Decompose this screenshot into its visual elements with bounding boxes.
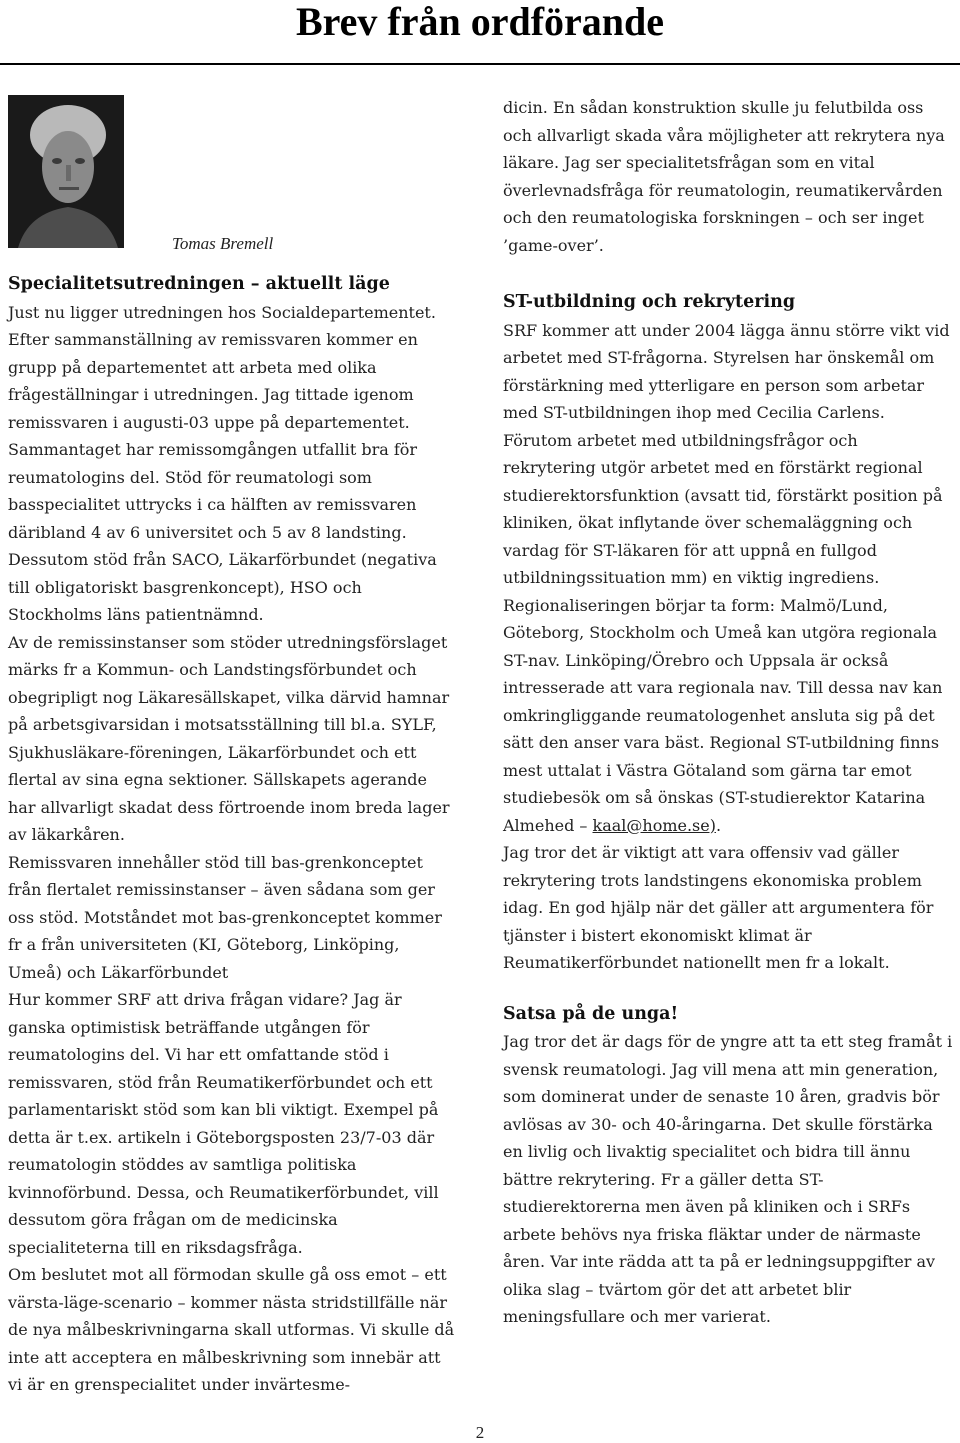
page-title: Brev från ordförande <box>295 0 665 44</box>
paragraph: Hur kommer SRF att driva frågan vidare? Jag är ganska optimistisk beträffande utgången för reumatologins del. Vi har ett omfattande stöd i remissvaren, stöd från Reumatikerförbundet och ett parlamentariskt stöd som kan bli viktigt. Exempel på detta är t.ex. artikeln i Göteborgsposten 23/7-03 där reumatologin stöddes av samtliga politiska kvinnoförbund. Dessa, och Reumatikerförbundet, vill dessutom göra frågan om de medicinska specialiteterna till en riksdagsfråga. <box>8 990 439 1257</box>
author-name: Tomas Bremell <box>172 234 274 253</box>
email-link[interactable]: kaal@home.se) <box>592 815 716 835</box>
header-divider <box>0 63 960 65</box>
paragraph-text: SRF kommer att under 2004 lägga ännu större vikt vid arbetet med ST-frågorna. Styrelsen har önskemål om förstärkning med ytterligare en person som arbetar med ST-utbildningen ihop med Cecilia Carlens. Förutom arbetet med utbildningsfrågor och rekrytering utgör arbetet med en förstärkt regional studierektorsfunktion (avsatt tid, förstärkt position på kliniken, ökat inflytande över schemaläggning och vardag för ST-läkaren för att uppnå en fullgod utbildningssituation mm) en viktig ingrediens. Regionaliseringen börjar ta form: Malmö/Lund, Göteborg, Stockholm och Umeå kan utgöra regionala ST-nav. Linköping/Örebro och Uppsala är också intresserade att vara regionala nav. Till dessa nav kan omkringliggande reumatologenhet ansluta sig på det sätt den anser vara bäst. Regional ST-utbildning finns mest uttalat i Västra Götaland som gärna tar emot studiebesök om så önskas (ST-studierektor Katarina Almehed – <box>503 320 950 835</box>
paragraph: Om beslutet mot all förmodan skulle gå oss emot – ett värsta-läge-scenario – kommer nästa stridstillfälle när de nya målbeskrivningarna skall utformas. Vi skulle då inte att acceptera en målbeskrivning som innebär att vi är en grenspecialitet under invärtesme- <box>8 1265 455 1394</box>
left-column <box>8 271 456 1399</box>
page-number: 2 <box>475 1423 485 1442</box>
paragraph: Av de remissinstanser som stöder utredningsförslaget märks fr a Kommun- och Landstingsförbundet och obegripligt nog Läkaresällskapet, vilka därvid hamnar på arbetsgivarsidan i motsatsställning till bl.a. SYLF, Sjukhusläkare-föreningen, Läkarförbundet och ett flertal av sina egna sektioner. Sällskapets agerande har allvarligt skadat dess förtroende inom breda lager av läkarkåren. <box>8 632 450 844</box>
paragraph <box>503 317 955 840</box>
author-photo <box>8 95 124 248</box>
paragraph-text: . <box>715 815 722 835</box>
paragraph: Jag tror det är dags för de yngre att ta ett steg framåt i svensk reumatologi. Jag vill mena att min generation, som dominerat under de senaste 10 åren, gradvis bör avlösas av 30- och 40-åringarna. Det skulle förstärka en livlig och livaktig specialitet och bidra till ännu bättre rekrytering. Fr a gäller detta ST-studierektorerna men även på kliniken och i SRFs arbete behövs nya friska fläktar under de närmaste åren. Var inte rädda att ta på er ledningsuppgifter av olika slag – tvärtom gör det att arbetet blir meningsfullare och mer varierat. <box>503 1032 953 1326</box>
paragraph: Jag tror det är viktigt att vara offensiv vad gäller rekrytering trots landstingens ekonomiska problem idag. En god hjälp när det gäller att argumentera för tjänster i bistert ekonomiskt klimat är Reumatikerförbundet nationellt men fr a lokalt. <box>503 843 934 972</box>
paragraph: Remissvaren innehåller stöd till bas-grenkonceptet från flertalet remissinstanser – även sådana som ger oss stöd. Motståndet mot bas-grenkonceptet kommer fr a från universiteten (KI, Göteborg, Linköping, Umeå) och Läkarförbundet <box>8 852 442 982</box>
right-column <box>503 94 955 1331</box>
paragraph: Just nu ligger utredningen hos Socialdepartementet. Efter sammanställning av remissvaren kommer en grupp på departementet att arbeta med olika frågeställningar i utredningen. Jag tittade igenom remissvaren i augusti-03 uppe på departementet. Sammantaget har remissomgången utfallit bra för reumatologins del. Stöd för reumatologi som basspecialitet uttrycks i ca hälften av remissvaren däribland 4 av 6 universitet och 5 av 8 landsting. Dessutom stöd från SACO, Läkarförbundet (negativa till obligatoriskt basgrenkoncept), HSO och Stockholms läns patientnämnd. <box>8 302 437 624</box>
paragraph-intro: dicin. En sådan konstruktion skulle ju felutbilda oss och allvarligt skada våra möjligheter att rekrytera nya läkare. Jag ser specialitetsfrågan som en vital överlevnadsfråga för reumatologin, reumatikervården och den reumatologiska forskningen – och ser inget ’game-over’. <box>503 98 945 255</box>
section-heading-st-utbildning: ST-utbildning och rekrytering <box>503 292 796 312</box>
section-heading-specialitet: Specialitetsutredningen – aktuellt läge <box>8 274 390 294</box>
section-heading-satsa: Satsa på de unga! <box>503 1003 679 1024</box>
